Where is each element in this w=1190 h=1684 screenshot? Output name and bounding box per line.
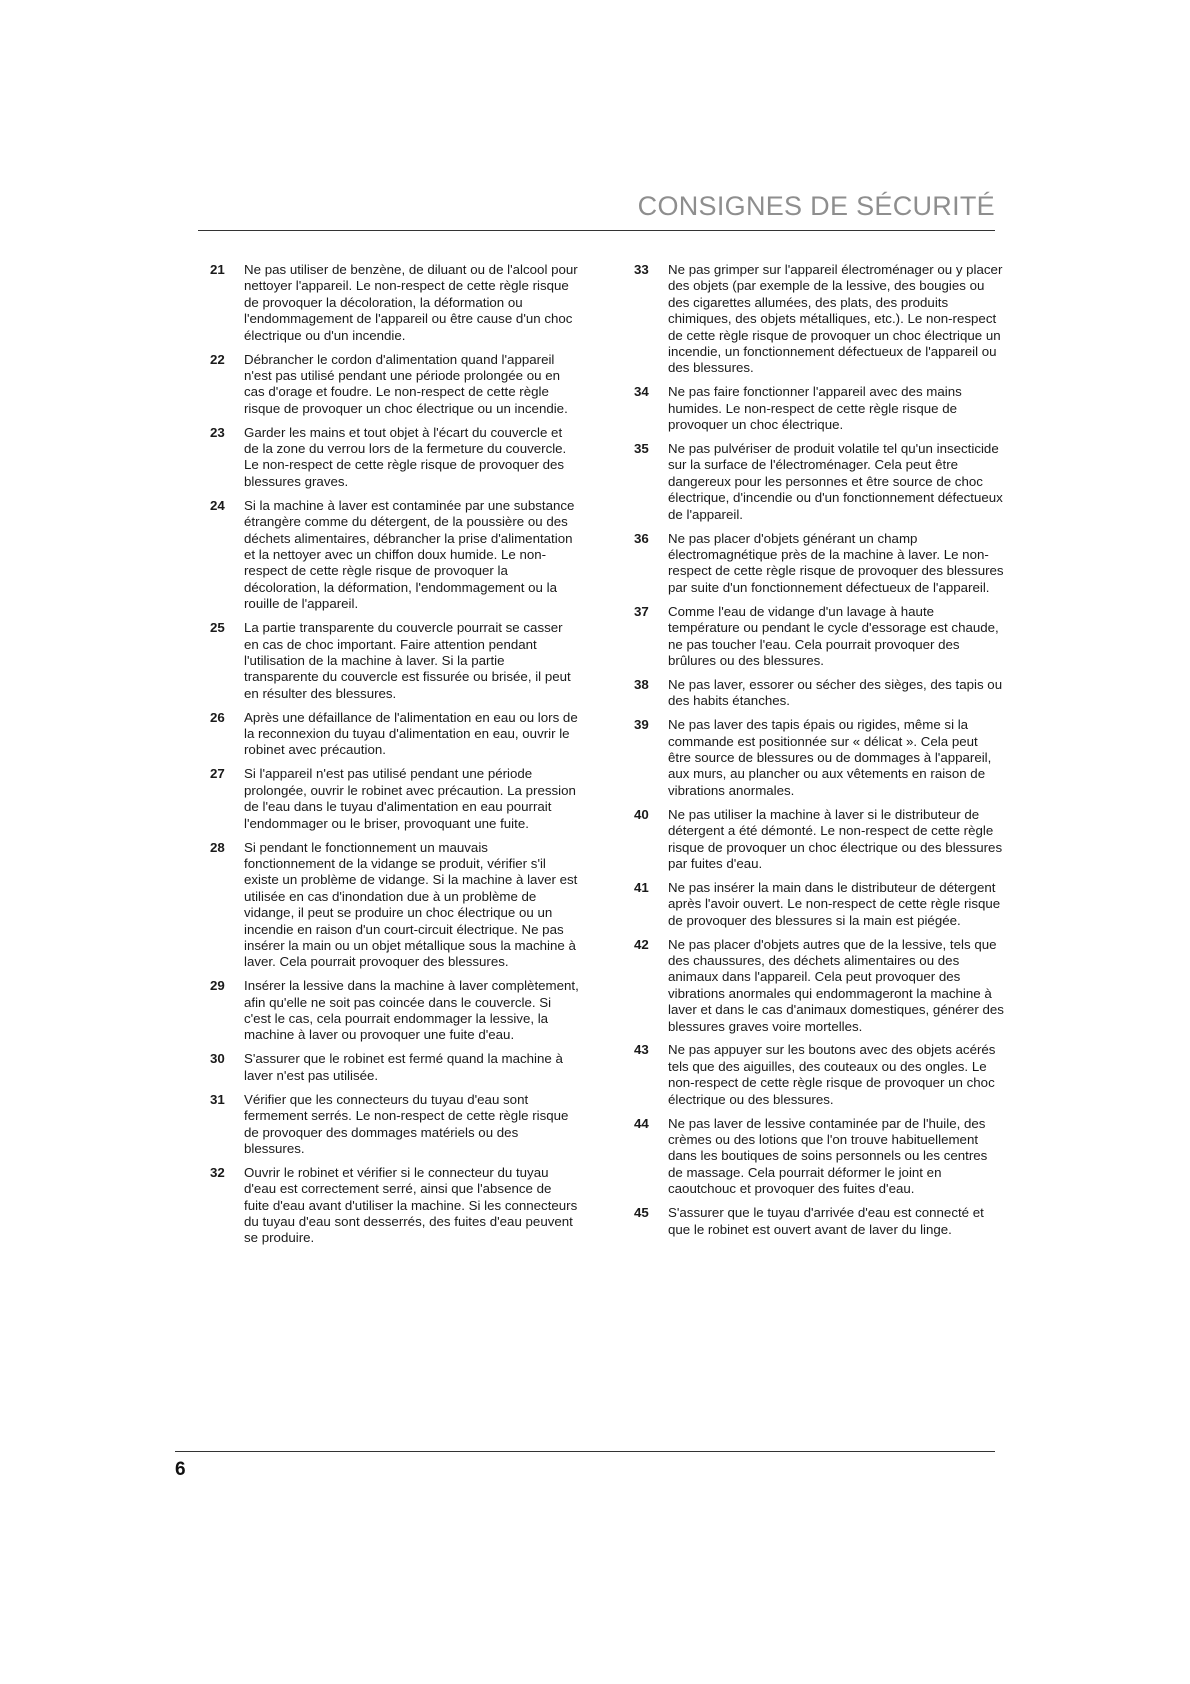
- instruction-text: Débrancher le cordon d'alimentation quand l'appareil n'est pas utilisé pendant une période prolongée ou en cas d'orage et foudre. Le non-respect de cette règle risque de provoquer un choc électrique ou un incendie.: [244, 351, 568, 416]
- safety-instruction-item: [634, 1042, 1004, 1108]
- safety-instruction-item: [634, 531, 1004, 597]
- instruction-text: Ne pas laver de lessive contaminée par de l'huile, des crèmes ou des lotions que l'on trouve habituellement dans les boutiques de soins personnels ou les centres de massage. Cela pourrait déformer le joint en caoutchouc et provoquer des fuites d'eau.: [668, 1115, 988, 1197]
- instruction-number: 38: [634, 676, 649, 692]
- instruction-number: 22: [210, 351, 225, 367]
- safety-instruction-item: [634, 604, 1004, 670]
- safety-instruction-item: [210, 1092, 580, 1158]
- page-header: [198, 190, 995, 231]
- instruction-text: Ne pas utiliser la machine à laver si le distributeur de détergent a été démonté. Le non-respect de cette règle risque de provoquer un choc électrique ou des blessures par fuites d'eau.: [668, 806, 1003, 871]
- instruction-text: Comme l'eau de vidange d'un lavage à haute température ou pendant le cycle d'essorage est chaude, ne pas toucher l'eau. Cela pourrait provoquer des brûlures ou des blessures.: [668, 603, 999, 668]
- instruction-text: Ouvrir le robinet et vérifier si le connecteur du tuyau d'eau est correctement serré, ainsi que l'absence de fuite d'eau avant d'utiliser la machine. Si les connecteurs du tuyau d'eau sont desserrés, des fuites d'eau peuvent se produire.: [244, 1164, 578, 1246]
- instruction-text: Ne pas pulvériser de produit volatile tel qu'un insecticide sur la surface de l'électroménager. Cela peut être dangereux pour les personnes et être source de choc électrique, d'incendie ou d'un fonctionnement défectueux de l'appareil.: [668, 441, 1003, 522]
- safety-instruction-item: [634, 677, 1004, 710]
- instruction-text: Ne pas appuyer sur les boutons avec des objets acérés tels que des aiguilles, des couteaux ou des ongles. Le non-respect de cette règle risque de provoquer un choc électrique ou des blessures.: [668, 1042, 996, 1107]
- safety-instruction-item: [210, 766, 580, 832]
- safety-instruction-item: [210, 262, 580, 344]
- instruction-text: S'assurer que le tuyau d'arrivée d'eau est connecté et que le robinet est ouvert avant de laver du linge.: [668, 1205, 984, 1237]
- instruction-text: Vérifier que les connecteurs du tuyau d'eau sont fermement serrés. Le non-respect de cette règle risque de provoquer des dommages matériels ou des blessures.: [244, 1091, 569, 1156]
- instruction-number: 44: [634, 1115, 649, 1131]
- instruction-text: Ne pas placer d'objets autres que de la lessive, tels que des chaussures, des déchets alimentaires ou des animaux dans l'appareil. Cela peut provoquer des vibrations anormales qui endommageront la machine à laver et dans le cas d'animaux domestiques, générer des blessures graves voire mortelles.: [668, 936, 1004, 1034]
- instruction-number: 37: [634, 603, 649, 619]
- instruction-text: Ne pas insérer la main dans le distributeur de détergent après l'avoir ouvert. Le non-respect de cette règle risque de provoquer des blessures si la main est piégée.: [668, 879, 1001, 928]
- safety-instruction-item: [210, 498, 580, 613]
- instruction-number: 41: [634, 879, 649, 895]
- instruction-number: 32: [210, 1164, 225, 1180]
- instruction-text: Si pendant le fonctionnement un mauvais fonctionnement de la vidange se produit, vérifier s'il existe un problème de vidange. Si la machine à laver est utilisée en cas d'inondation due à un problème de vidange, il peut se produire un choc électrique ou un incendie en raison d'un court-circuit électrique. Ne pas insérer la main ou un objet métallique sous la machine à laver. Cela pourrait provoquer des blessures.: [244, 839, 578, 970]
- instruction-number: 26: [210, 709, 225, 725]
- safety-instruction-item: [634, 1116, 1004, 1198]
- instruction-text: Garder les mains et tout objet à l'écart du couvercle et de la zone du verrou lors de la fermeture du couvercle. Le non-respect de cette règle risque de provoquer des blessures graves.: [244, 424, 567, 489]
- safety-list-left-column: [210, 262, 580, 1254]
- safety-instruction-item: [210, 352, 580, 418]
- instruction-number: 31: [210, 1091, 225, 1107]
- instruction-number: 28: [210, 839, 225, 855]
- instruction-number: 42: [634, 936, 649, 952]
- safety-instruction-item: [210, 978, 580, 1044]
- instruction-number: 33: [634, 262, 649, 277]
- instruction-number: 40: [634, 806, 649, 822]
- instruction-number: 39: [634, 717, 649, 733]
- instruction-number: 25: [210, 620, 225, 636]
- instruction-number: 21: [210, 262, 225, 277]
- safety-instruction-item: [210, 620, 580, 702]
- instruction-text: Ne pas faire fonctionner l'appareil avec des mains humides. Le non-respect de cette règle risque de provoquer un choc électrique.: [668, 384, 962, 433]
- safety-instruction-item: [634, 441, 1004, 523]
- instruction-text: Ne pas utiliser de benzène, de diluant ou de l'alcool pour nettoyer l'appareil. Le non-respect de cette règle risque de provoquer la décoloration, la déformation ou l'endommagement de l'appareil ou être cause d'un choc électrique ou d'un incendie.: [244, 262, 578, 343]
- page-title: CONSIGNES DE SÉCURITÉ: [637, 191, 995, 221]
- safety-instruction-item: [210, 840, 580, 971]
- instruction-number: 35: [634, 441, 649, 457]
- instruction-text: S'assurer que le robinet est fermé quand la machine à laver n'est pas utilisée.: [244, 1051, 563, 1083]
- footer-divider: [175, 1451, 995, 1452]
- instruction-text: Si la machine à laver est contaminée par une substance étrangère comme du détergent, de la poussière ou des déchets alimentaires, débrancher la prise d'alimentation et la nettoyer avec un chiffon doux humide. Le non-respect de cette règle risque de provoquer la décoloration, la déformation, l'endommagement ou la rouille de l'appareil.: [244, 497, 575, 612]
- instruction-text: La partie transparente du couvercle pourrait se casser en cas de choc important. Faire attention pendant l'utilisation de la machine à laver. Si la partie transparente du couvercle est fissurée ou brisée, il peut en résulter des blessures.: [244, 620, 571, 701]
- instruction-text: Ne pas laver des tapis épais ou rigides, même si la commande est positionnée sur « délicat ». Cela peut être source de blessures ou de dommages à l'appareil, aux murs, au plancher ou aux vêtements en raison de vibrations anormales.: [668, 717, 992, 798]
- safety-list-right-column: [634, 262, 1004, 1245]
- safety-instruction-item: [634, 262, 1004, 377]
- instruction-text: Ne pas grimper sur l'appareil électroménager ou y placer des objets (par exemple de la lessive, des bougies ou des cigarettes allumées, des plats, des produits chimiques, des objets métalliques, etc.). Le non-respect de cette règle risque de provoquer un choc électrique un incendie, un fonctionnement défectueux de l'appareil ou des blessures.: [668, 262, 1003, 376]
- instruction-text: Si l'appareil n'est pas utilisé pendant une période prolongée, ouvrir le robinet avec précaution. La pression de l'eau dans le tuyau d'alimentation en eau pourrait l'endommager ou le briser, provoquant une fuite.: [244, 766, 576, 831]
- instruction-number: 27: [210, 766, 225, 782]
- page-number: 6: [175, 1459, 186, 1480]
- instruction-number: 45: [634, 1205, 649, 1221]
- instruction-number: 24: [210, 497, 225, 513]
- instruction-number: 36: [634, 530, 649, 546]
- instruction-text: Insérer la lessive dans la machine à laver complètement, afin qu'elle ne soit pas coincée dans le couvercle. Si c'est le cas, cela pourrait endommager la lessive, la machine à laver ou provoquer une fuite d'eau.: [244, 978, 579, 1043]
- instruction-number: 30: [210, 1051, 225, 1067]
- safety-instruction-item: [634, 384, 1004, 433]
- safety-instruction-item: [634, 807, 1004, 873]
- instruction-number: 29: [210, 978, 225, 994]
- safety-instruction-item: [210, 425, 580, 491]
- safety-instruction-item: [634, 717, 1004, 799]
- instruction-text: Après une défaillance de l'alimentation en eau ou lors de la reconnexion du tuyau d'alimentation en eau, ouvrir le robinet avec précaution.: [244, 709, 578, 758]
- safety-instruction-item: [634, 1205, 1004, 1238]
- safety-instruction-item: [634, 880, 1004, 929]
- instruction-number: 43: [634, 1042, 649, 1058]
- instruction-text: Ne pas placer d'objets générant un champ électromagnétique près de la machine à laver. Le non-respect de cette règle risque de provoquer des blessures par suite d'un fonctionnement défectueux de l'appareil.: [668, 530, 1004, 595]
- safety-instruction-item: [634, 937, 1004, 1035]
- instruction-number: 23: [210, 424, 225, 440]
- safety-instruction-item: [210, 1165, 580, 1247]
- safety-instruction-item: [210, 1051, 580, 1084]
- instruction-text: Ne pas laver, essorer ou sécher des sièges, des tapis ou des habits étanches.: [668, 676, 1003, 709]
- safety-instruction-item: [210, 710, 580, 759]
- instruction-number: 34: [634, 384, 649, 400]
